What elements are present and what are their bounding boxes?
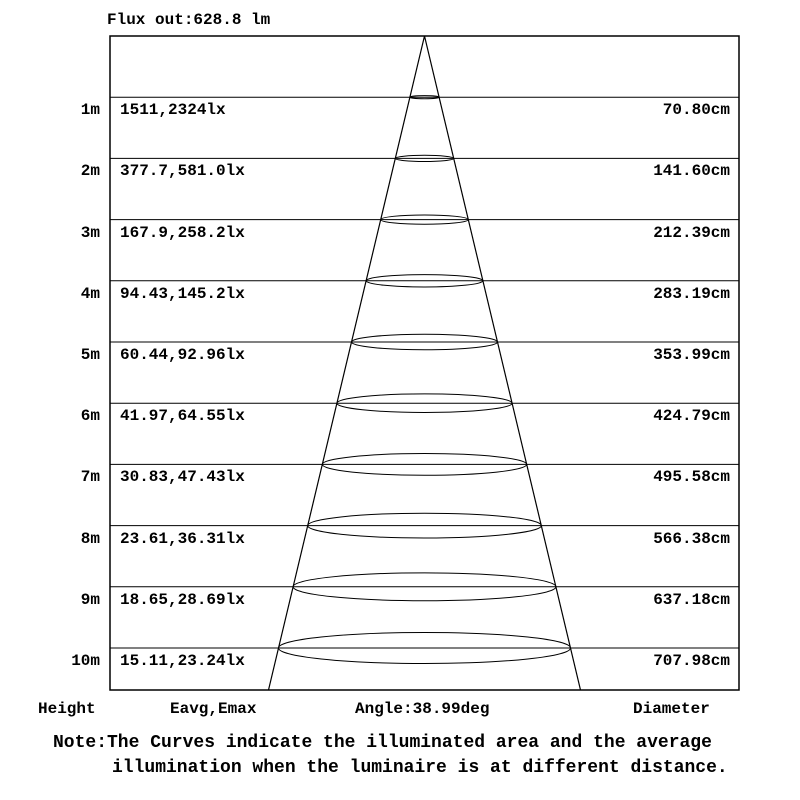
eavg-emax-value: 23.61,36.31lx xyxy=(120,529,245,548)
height-label: 4m xyxy=(80,284,100,303)
eavg-emax-value: 1511,2324lx xyxy=(120,101,226,120)
eavg-emax-value: 30.83,47.43lx xyxy=(120,468,245,487)
height-label: 9m xyxy=(80,590,100,609)
height-label: 3m xyxy=(80,223,100,242)
diameter-value: 283.19cm xyxy=(653,284,730,303)
height-label: 8m xyxy=(80,529,100,548)
diameter-value: 424.79cm xyxy=(653,407,730,426)
diameter-value: 141.60cm xyxy=(653,162,730,181)
diameter-value: 70.80cm xyxy=(662,101,730,120)
eavg-emax-value: 18.65,28.69lx xyxy=(120,590,245,609)
diameter-value: 495.58cm xyxy=(653,468,730,487)
height-label: 10m xyxy=(71,652,100,670)
note-text-line2: illumination when the luminaire is at different distance. xyxy=(112,758,728,778)
height-label: 2m xyxy=(80,162,100,181)
column-label-diameter: Diameter xyxy=(633,700,710,718)
height-label: 7m xyxy=(80,468,100,487)
diameter-value: 707.98cm xyxy=(653,652,730,670)
eavg-emax-value: 15.11,23.24lx xyxy=(120,652,245,670)
diameter-value: 566.38cm xyxy=(653,529,730,548)
eavg-emax-value: 94.43,145.2lx xyxy=(120,284,245,303)
eavg-emax-value: 41.97,64.55lx xyxy=(120,407,245,426)
diameter-value: 353.99cm xyxy=(653,346,730,364)
diameter-value: 212.39cm xyxy=(653,223,730,242)
height-label: 6m xyxy=(80,407,100,426)
height-label: 5m xyxy=(80,346,100,364)
flux-title: Flux out:628.8 lm xyxy=(107,11,271,29)
column-label-eavg-emax: Eavg,Emax xyxy=(170,700,257,718)
eavg-emax-value: 377.7,581.0lx xyxy=(120,162,245,181)
height-label: 1m xyxy=(80,101,100,120)
diameter-value: 637.18cm xyxy=(653,590,730,609)
column-label-height: Height xyxy=(38,700,96,718)
eavg-emax-value: 167.9,258.2lx xyxy=(120,223,245,242)
cone-left-edge xyxy=(269,36,425,690)
note-text-line1: Note:The Curves indicate the illuminated area and the average xyxy=(53,733,712,753)
beam-angle-label: Angle:38.99deg xyxy=(355,700,490,718)
eavg-emax-value: 60.44,92.96lx xyxy=(120,346,245,364)
